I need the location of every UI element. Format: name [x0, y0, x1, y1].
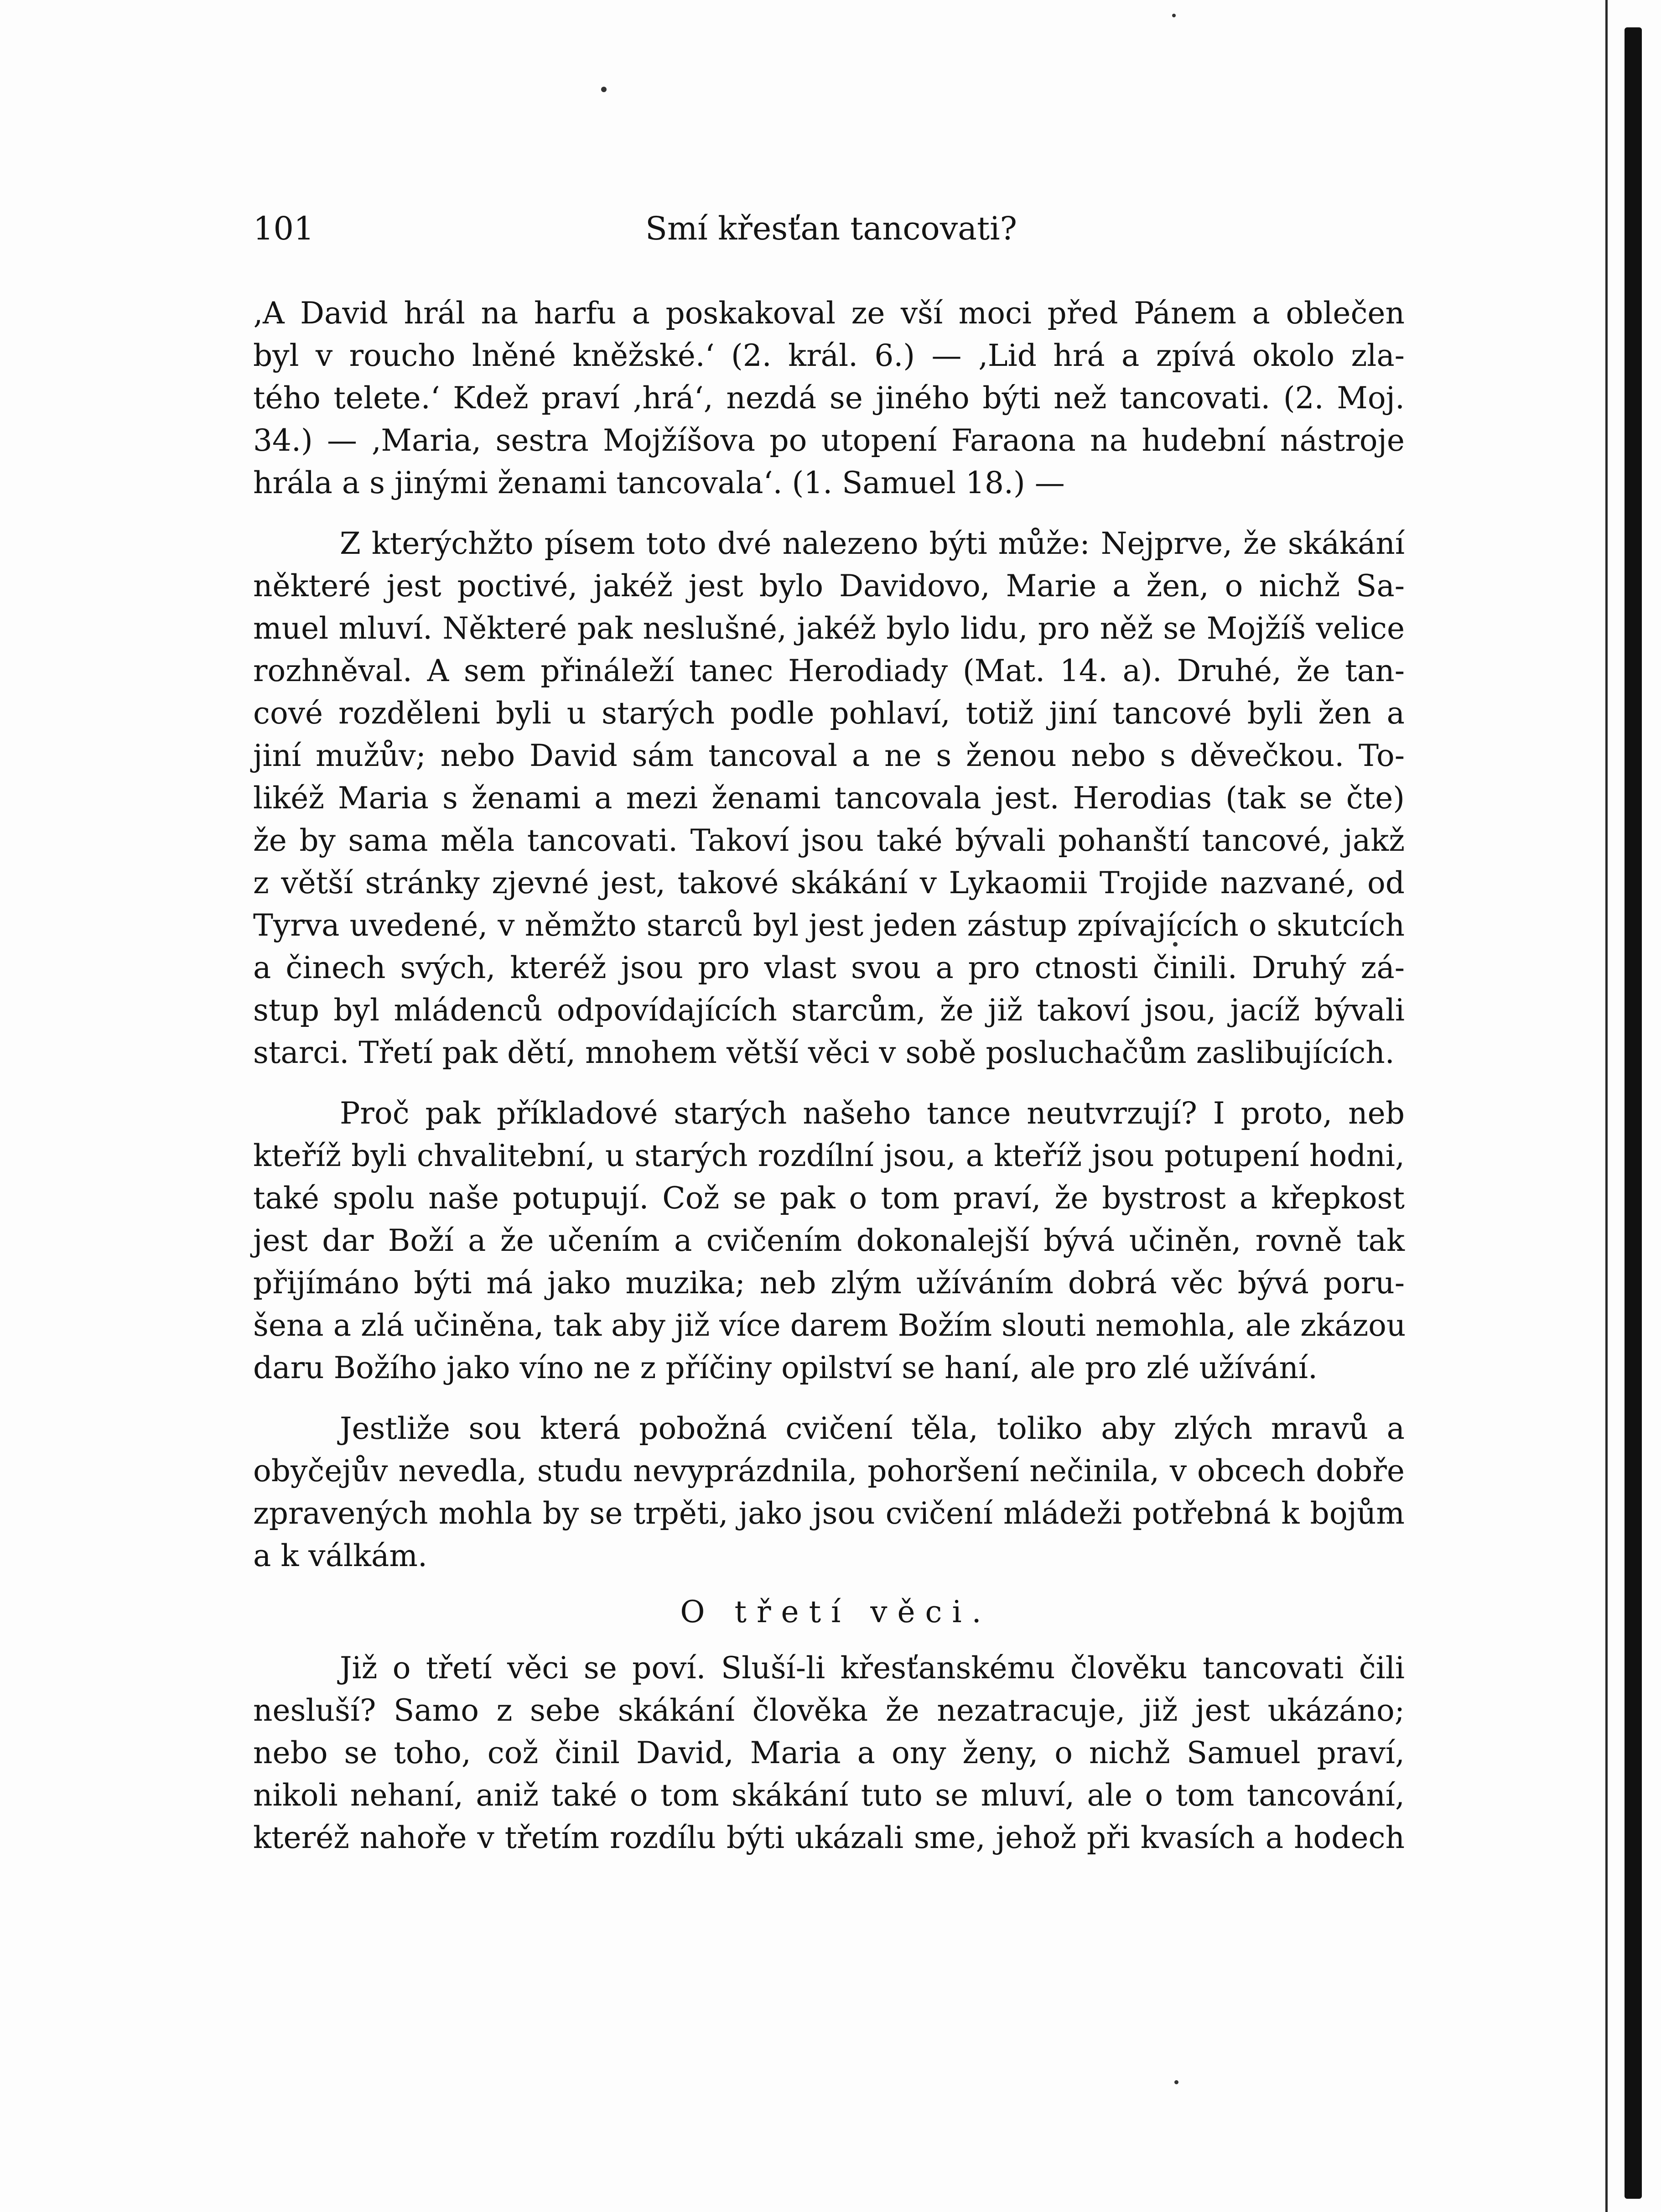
text-line: že by sama měla tancovati. Takoví jsou také bývali pohanští tancové, jakž: [253, 823, 1405, 858]
scan-speck: [1174, 2080, 1178, 2084]
scan-speck: [1172, 14, 1176, 17]
text-line: a činech svých, kteréž jsou pro vlast svou a pro ctnosti činili. Druhý zá-: [253, 950, 1405, 985]
scan-speck: [601, 87, 607, 92]
text-line: likéž Maria s ženami a mezi ženami tancovala jest. Herodias (tak se čte): [253, 781, 1405, 816]
text-line: také spolu naše potupují. Což se pak o tom praví, že bystrost a křepkost: [253, 1181, 1405, 1216]
body-text: [253, 292, 1405, 1859]
paragraph: [253, 522, 1405, 1074]
text-line: hrála a s jinými ženami tancovala‘. (1. Samuel 18.) —: [253, 465, 1065, 500]
text-line: cové rozděleni byli u starých podle pohlaví, totiž jiní tancové byli žen a: [253, 696, 1405, 731]
paragraph: [253, 1647, 1405, 1859]
text-line: nebo se toho, což činil David, Maria a ony ženy, o nichž Samuel praví,: [253, 1735, 1405, 1770]
text-line: z větší stránky zjevné jest, takové skákání v Lykaomii Trojide nazvané, od: [253, 865, 1405, 900]
paragraph: [253, 292, 1405, 504]
section-heading: O třetí věci.: [680, 1594, 991, 1629]
text-line: šena a zlá učiněna, tak aby již více darem Božím slouti nemohla, ale zkázou: [253, 1308, 1406, 1343]
running-header: [253, 210, 1405, 251]
text-line: Z kterýchžto písem toto dvé nalezeno býti může: Nejprve, že skákání: [340, 526, 1405, 561]
text-line: rozhněval. A sem přináleží tanec Herodiady (Mat. 14. a). Druhé, že tan-: [253, 653, 1405, 688]
text-line: stup byl mládenců odpovídajících starcům, že již takoví jsou, jacíž bývali: [253, 993, 1405, 1028]
text-line: Proč pak příkladové starých našeho tance neutvrzují? I proto, neb: [340, 1096, 1405, 1131]
text-line: obyčejův nevedla, studu nevyprázdnila, pohoršení nečinila, v obcech dobře: [253, 1453, 1405, 1489]
text-line: přijímáno býti má jako muzika; neb zlým užíváním dobrá věc bývá poru-: [253, 1265, 1405, 1301]
text-line: zpravených mohla by se trpěti, jako jsou cvičení mládeži potřebná k bojům: [253, 1496, 1405, 1531]
paragraph: [253, 1407, 1405, 1577]
text-line: Již o třetí věci se poví. Sluší-li křesťanskému člověku tancovati čili: [340, 1650, 1405, 1686]
text-line: 34.) — ‚Maria, sestra Mojžíšova po utopení Faraona na hudební nástroje: [253, 423, 1405, 458]
text-line: kteříž byli chvalitební, u starých rozdílní jsou, a kteříž jsou potupení hodni,: [253, 1138, 1405, 1173]
text-line: daru Božího jako víno ne z příčiny opilství se haní, ale pro zlé užívání.: [253, 1350, 1318, 1385]
text-line: Tyrva uvedené, v němžto starců byl jest jeden zástup zpívajících o skutcích: [253, 908, 1405, 943]
text-line: jiní mužův; nebo David sám tancoval a ne s ženou nebo s děvečkou. To-: [253, 738, 1405, 773]
text-line: muel mluví. Některé pak neslušné, jakéž bylo lidu, pro něž se Mojžíš velice: [253, 611, 1405, 646]
text-line: starci. Třetí pak dětí, mnohem větší věci v sobě posluchačům zaslibujících.: [253, 1035, 1395, 1070]
scan-edge-band: [1625, 27, 1642, 2199]
text-line: nesluší? Samo z sebe skákání člověka že nezatracuje, již jest ukázáno;: [253, 1693, 1405, 1728]
text-line: jest dar Boží a že učením a cvičením dokonalejší bývá učiněn, rovně tak: [253, 1223, 1405, 1258]
text-line: ‚A David hrál na harfu a poskakoval ze vší moci před Pánem a oblečen: [253, 296, 1405, 331]
text-line: kteréž nahoře v třetím rozdílu býti ukázali sme, jehož při kvasích a hodech: [253, 1820, 1405, 1855]
text-line: byl v roucho lněné kněžské.‘ (2. král. 6.) — ‚Lid hrá a zpívá okolo zla-: [253, 338, 1405, 373]
text-line: nikoli nehaní, aniž také o tom skákání tuto se mluví, ale o tom tancování,: [253, 1778, 1405, 1813]
running-title: Smí křesťan tancovati?: [645, 210, 1017, 247]
paragraph: [253, 1092, 1405, 1389]
text-line: Jestliže sou která pobožná cvičení těla, toliko aby zlých mravů a: [340, 1411, 1405, 1446]
scan-edge-line: [1605, 0, 1608, 2212]
text-line: tého telete.‘ Kdež praví ‚hrá‘, nezdá se jiného býti než tancovati. (2. Moj.: [253, 380, 1405, 416]
text-line: a k válkám.: [253, 1538, 427, 1573]
page-number: 101: [253, 210, 314, 247]
text-line: některé jest poctivé, jakéž jest bylo Davidovo, Marie a žen, o nichž Sa-: [253, 568, 1405, 604]
